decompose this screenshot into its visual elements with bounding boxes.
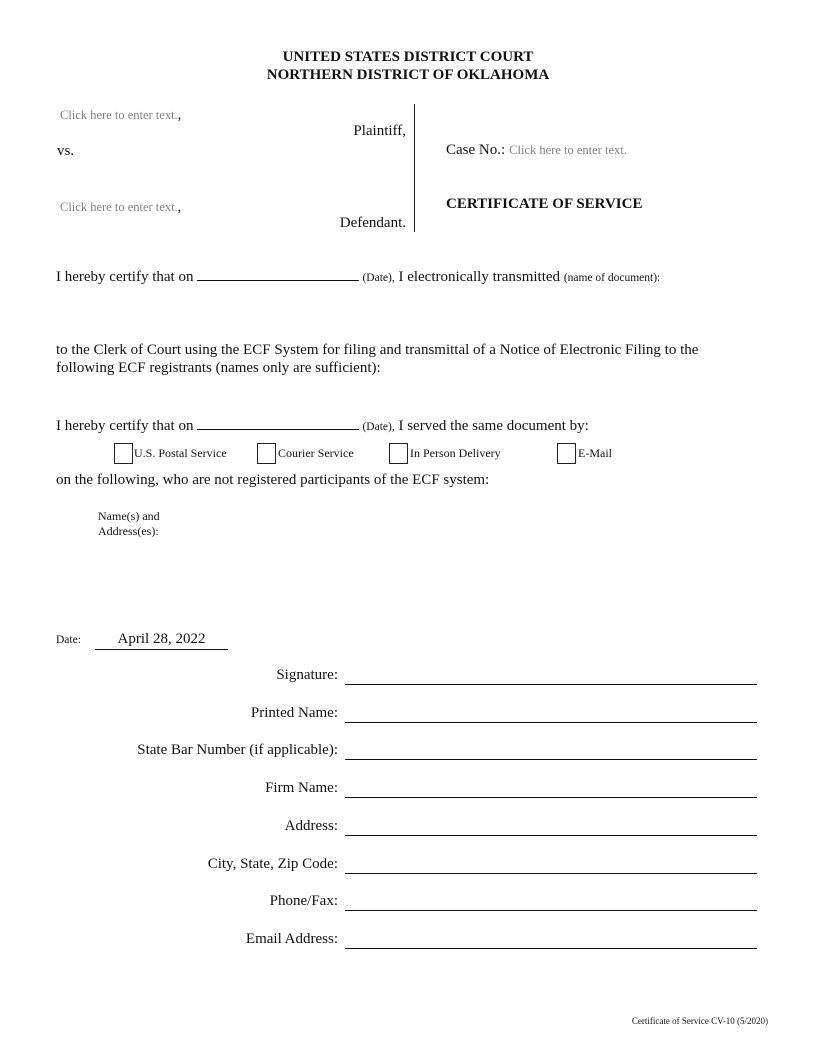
electronic-date-hint: (Date), — [362, 272, 395, 284]
names-label-1: Name(s) and — [98, 509, 160, 523]
case-no-label: Case No.: — [446, 142, 506, 158]
electronic-date-blank[interactable] — [197, 266, 359, 281]
defendant-field[interactable]: Click here to enter text., — [60, 199, 182, 215]
served-lead: I hereby certify that on — [56, 418, 194, 434]
email-address-label: Email Address: — [245, 931, 338, 947]
date-field[interactable]: April 28, 2022 — [95, 631, 228, 650]
signature-label: Signature: — [276, 667, 338, 683]
plaintiff-label: Plaintiff, — [353, 123, 406, 139]
plaintiff-placeholder: Click here to enter text. — [60, 108, 178, 122]
address-label: Address: — [284, 818, 338, 834]
firm-name-line[interactable] — [345, 797, 757, 798]
names-label-2: Address(es): — [98, 524, 159, 538]
postal-service-checkbox[interactable] — [114, 443, 133, 464]
city-state-zip-line[interactable] — [345, 873, 757, 874]
in-person-delivery-label: In Person Delivery — [410, 446, 501, 460]
case-number-row — [446, 141, 627, 159]
document-title: CERTIFICATE OF SERVICE — [446, 196, 643, 212]
address-line[interactable] — [345, 835, 757, 836]
served-tail: I served the same document by: — [398, 418, 589, 434]
email-checkbox[interactable] — [557, 443, 576, 464]
bar-number-label: State Bar Number (if applicable): — [137, 742, 338, 758]
electronic-lead: I hereby certify that on — [56, 269, 194, 285]
served-date-blank[interactable] — [197, 415, 359, 430]
defendant-label: Defendant. — [339, 215, 406, 231]
document-name-hint: (name of document): — [563, 272, 661, 284]
form-footer: Certificate of Service CV-10 (5/2020) — [631, 1016, 768, 1026]
electronic-mid: I electronically transmitted — [398, 269, 561, 285]
printed-name-label: Printed Name: — [250, 705, 338, 721]
email-label: E-Mail — [578, 446, 612, 460]
email-address-line[interactable] — [345, 948, 757, 949]
printed-name-line[interactable] — [345, 722, 757, 723]
phone-fax-label: Phone/Fax: — [269, 893, 338, 909]
district-title: NORTHERN DISTRICT OF OKLAHOMA — [266, 67, 550, 83]
firm-name-label: Firm Name: — [265, 780, 338, 796]
in-person-delivery-checkbox[interactable] — [389, 443, 408, 464]
court-title: UNITED STATES DISTRICT COURT — [282, 49, 534, 65]
phone-fax-line[interactable] — [345, 910, 757, 911]
served-date-hint: (Date), — [362, 421, 395, 433]
electronic-certify-line — [56, 266, 660, 286]
bar-number-line[interactable] — [345, 759, 757, 760]
date-label: Date: — [56, 634, 81, 646]
non-ecf-line: on the following, who are not registered participants of the ECF system: — [56, 472, 490, 488]
vs-label: vs. — [57, 143, 75, 159]
ecf-paragraph: to the Clerk of Court using the ECF System for filing and transmittal of a Notice of Electronic Filing to the following ECF registrants (names only are sufficient): — [56, 342, 699, 376]
plaintiff-field[interactable]: Click here to enter text., — [60, 107, 182, 123]
caption-divider — [414, 104, 415, 232]
city-state-zip-label: City, State, Zip Code: — [207, 856, 338, 872]
served-certify-line — [56, 415, 589, 435]
case-no-field[interactable]: Click here to enter text. — [509, 143, 627, 157]
courier-service-label: Courier Service — [278, 446, 354, 460]
courier-service-checkbox[interactable] — [257, 443, 276, 464]
defendant-placeholder: Click here to enter text. — [60, 200, 178, 214]
postal-service-label: U.S. Postal Service — [134, 446, 227, 460]
signature-line[interactable] — [345, 684, 757, 685]
